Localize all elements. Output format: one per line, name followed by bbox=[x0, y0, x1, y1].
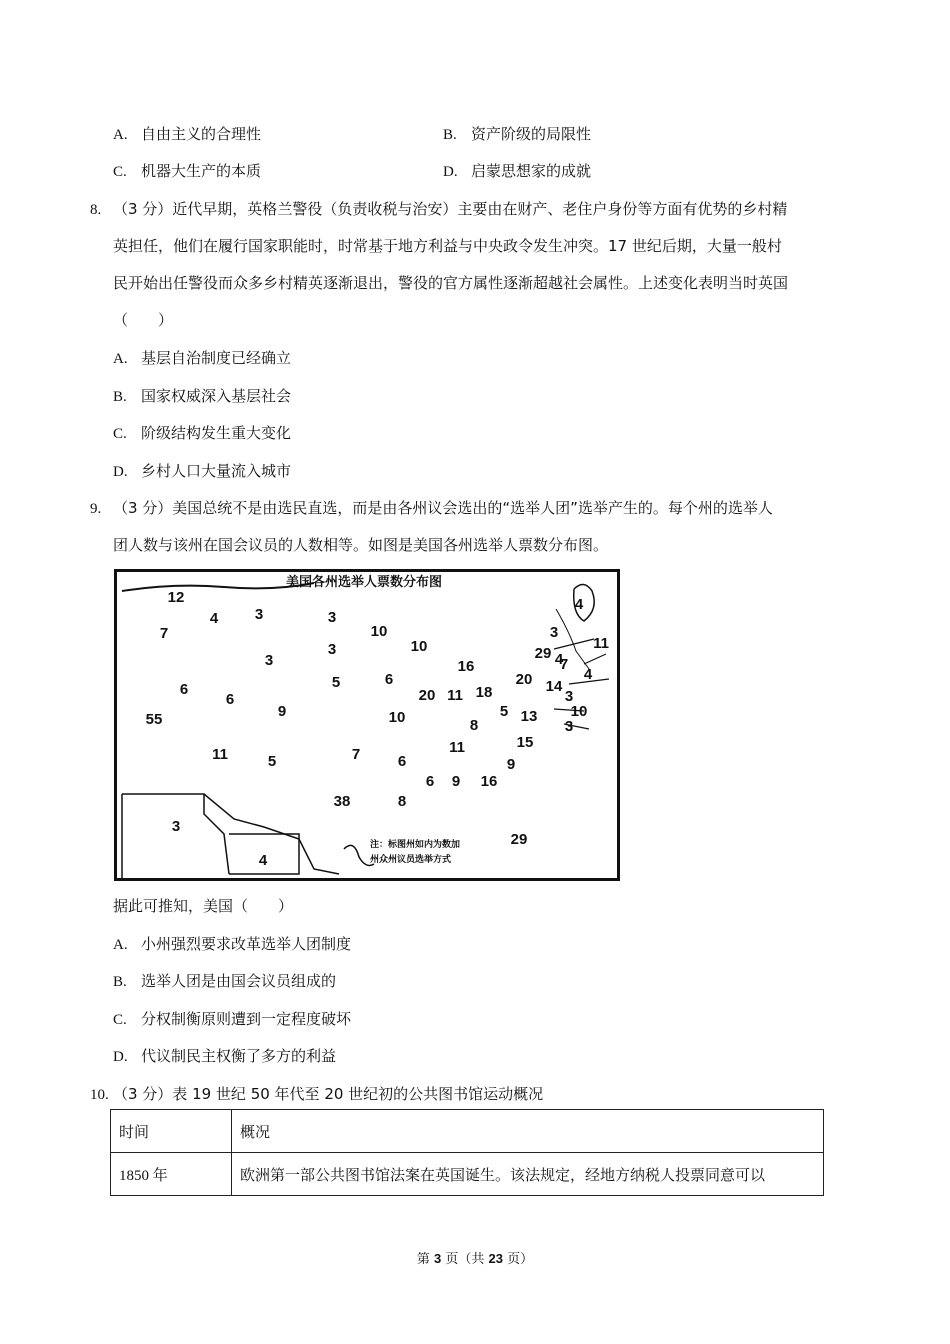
map-vote-number: 29 bbox=[510, 831, 528, 848]
map-vote-number: 3 bbox=[564, 688, 574, 705]
map-vote-number: 10 bbox=[570, 703, 588, 720]
option-letter: D. bbox=[113, 464, 128, 480]
q8-stem-line-3: 民开始出任警役而众多乡村精英逐渐退出，警役的官方属性逐渐超越社会属性。上述变化表明当时英国 bbox=[113, 274, 789, 292]
map-vote-number: 12 bbox=[167, 589, 185, 606]
map-title: 美国各州选举人票数分布图 bbox=[285, 575, 443, 590]
option-letter: A. bbox=[113, 351, 128, 367]
map-vote-number: 3 bbox=[254, 606, 264, 623]
map-vote-number: 5 bbox=[499, 703, 509, 720]
map-vote-number: 4 bbox=[574, 596, 584, 613]
map-vote-number: 20 bbox=[418, 687, 436, 704]
map-vote-number: 8 bbox=[469, 717, 479, 734]
stem-text: （3 分）表 19 世纪 50 年代至 20 世纪初的公共图书馆运动概况 bbox=[113, 1085, 544, 1103]
map-vote-number: 11 bbox=[449, 739, 465, 756]
option-text: 自由主义的合理性 bbox=[141, 125, 262, 143]
option-text: 国家权威深入基层社会 bbox=[141, 387, 292, 405]
option-text: 分权制衡原则遭到一定程度破坏 bbox=[141, 1010, 352, 1028]
option-letter: D. bbox=[113, 1049, 128, 1065]
footer-middle: 页（共 bbox=[441, 1252, 489, 1267]
map-vote-number: 15 bbox=[516, 734, 534, 751]
map-vote-number: 11 bbox=[447, 687, 463, 704]
option-letter: C. bbox=[113, 1012, 127, 1028]
option-letter: C. bbox=[113, 426, 127, 442]
q9-stem-line-2: 团人数与该州在国会议员的人数相等。如图是美国各州选举人票数分布图。 bbox=[113, 536, 609, 554]
map-vote-number: 7 bbox=[159, 625, 169, 642]
table-cell: 欧洲第一部公共图书馆法案在英国诞生。该法规定，经地方纳税人投票同意可以 bbox=[232, 1153, 824, 1196]
table-row bbox=[111, 1153, 824, 1196]
q7-option-c bbox=[113, 161, 261, 182]
q9-option-b bbox=[113, 971, 336, 992]
map-vote-number: 55 bbox=[145, 711, 163, 728]
map-vote-number: 10 bbox=[410, 638, 428, 655]
q8-option-a bbox=[113, 348, 291, 369]
map-vote-number: 4 bbox=[583, 666, 593, 683]
option-text: 基层自治制度已经确立 bbox=[141, 349, 292, 367]
map-vote-number: 9 bbox=[277, 703, 287, 720]
option-text: 资产阶级的局限性 bbox=[471, 125, 592, 143]
map-vote-number: 3 bbox=[564, 718, 574, 735]
map-vote-number: 3 bbox=[171, 818, 181, 835]
q10-stem bbox=[90, 1084, 543, 1105]
page-footer bbox=[0, 1248, 950, 1267]
q8-option-d bbox=[113, 461, 291, 482]
map-vote-number: 38 bbox=[333, 793, 351, 810]
option-letter: C. bbox=[113, 164, 127, 180]
map-vote-number: 3 bbox=[264, 652, 274, 669]
map-vote-number: 10 bbox=[388, 709, 406, 726]
map-vote-number: 29 bbox=[534, 645, 552, 662]
option-text: 机器大生产的本质 bbox=[141, 162, 262, 180]
q9-stem-line-1 bbox=[90, 498, 773, 519]
q7-option-b bbox=[443, 124, 591, 145]
map-vote-number: 18 bbox=[475, 684, 493, 701]
table-header-cell: 概况 bbox=[232, 1110, 824, 1153]
q8-answer-blank: （ ） bbox=[113, 311, 174, 329]
map-note-line-2: 州众州议员选举方式 bbox=[370, 855, 452, 865]
option-text: 乡村人口大量流入城市 bbox=[141, 462, 292, 480]
map-vote-number: 14 bbox=[545, 678, 563, 695]
question-number: 9. bbox=[90, 501, 102, 517]
option-text: 代议制民主权衡了多方的利益 bbox=[141, 1047, 337, 1065]
q8-stem-line-2: 英担任，他们在履行国家职能时，时常基于地方利益与中央政令发生冲突。17 世纪后期，大量一般村 bbox=[113, 237, 782, 255]
q9-option-c bbox=[113, 1009, 351, 1030]
map-vote-number: 3 bbox=[327, 641, 337, 658]
option-letter: D. bbox=[443, 164, 458, 180]
map-vote-number: 9 bbox=[506, 756, 516, 773]
stem-text: （3 分）美国总统不是由选民直选，而是由各州议会选出的“选举人团”选举产生的。每个州的选举人 bbox=[113, 499, 773, 517]
q8-option-b bbox=[113, 386, 291, 407]
map-vote-number: 16 bbox=[480, 773, 498, 790]
map-vote-number: 3 bbox=[549, 624, 559, 641]
table-header-row bbox=[111, 1110, 824, 1153]
map-vote-number: 11 bbox=[212, 746, 228, 763]
option-letter: B. bbox=[113, 389, 127, 405]
option-text: 启蒙思想家的成就 bbox=[471, 162, 592, 180]
option-letter: A. bbox=[113, 937, 128, 953]
q9-option-a bbox=[113, 934, 351, 955]
map-vote-number: 4 bbox=[554, 651, 564, 668]
electoral-vote-map bbox=[114, 569, 620, 881]
map-vote-number: 6 bbox=[179, 681, 189, 698]
map-vote-number: 5 bbox=[267, 753, 277, 770]
option-text: 阶级结构发生重大变化 bbox=[141, 424, 292, 442]
map-vote-number: 9 bbox=[451, 773, 461, 790]
option-letter: B. bbox=[443, 127, 457, 143]
map-vote-number: 6 bbox=[384, 671, 394, 688]
stem-text: （3 分）近代早期，英格兰警役（负责收税与治安）主要由在财产、老住户身份等方面有优势的乡村精 bbox=[113, 200, 788, 218]
map-vote-number: 3 bbox=[327, 609, 337, 626]
map-vote-number: 4 bbox=[209, 610, 219, 627]
table-cell: 1850 年 bbox=[111, 1153, 232, 1196]
map-vote-number: 20 bbox=[515, 671, 533, 688]
map-vote-number: 7 bbox=[351, 746, 361, 763]
map-vote-number: 6 bbox=[425, 773, 435, 790]
question-number: 10. bbox=[90, 1087, 109, 1103]
map-vote-number: 16 bbox=[457, 658, 475, 675]
library-movement-table bbox=[110, 1109, 824, 1196]
map-vote-number: 8 bbox=[397, 793, 407, 810]
footer-page-number: 3 bbox=[434, 1251, 442, 1266]
table-header-cell: 时间 bbox=[111, 1110, 232, 1153]
footer-prefix: 第 bbox=[416, 1252, 435, 1267]
q7-option-a bbox=[113, 124, 261, 145]
map-vote-number: 6 bbox=[225, 691, 235, 708]
q8-option-c bbox=[113, 423, 291, 444]
map-vote-number: 11 bbox=[593, 635, 609, 652]
map-vote-number: 4 bbox=[258, 852, 268, 869]
footer-total-pages: 23 bbox=[488, 1251, 503, 1266]
q9-option-d bbox=[113, 1046, 336, 1067]
footer-suffix: 页） bbox=[502, 1252, 534, 1267]
option-letter: B. bbox=[113, 974, 127, 990]
q8-stem-line-1 bbox=[90, 199, 787, 220]
q7-option-d bbox=[443, 161, 591, 182]
map-vote-number: 10 bbox=[370, 623, 388, 640]
option-text: 选举人团是由国会议员组成的 bbox=[141, 972, 337, 990]
option-text: 小州强烈要求改革选举人团制度 bbox=[141, 935, 352, 953]
map-note-line-1: 注：标图州如内为数加 bbox=[370, 840, 461, 850]
map-vote-number: 7 bbox=[559, 656, 569, 673]
q9-after-map: 据此可推知，美国（ ） bbox=[113, 897, 294, 915]
question-number: 8. bbox=[90, 202, 102, 218]
map-vote-number: 6 bbox=[397, 753, 407, 770]
option-letter: A. bbox=[113, 127, 128, 143]
map-vote-number: 5 bbox=[331, 674, 341, 691]
map-vote-number: 13 bbox=[520, 708, 538, 725]
